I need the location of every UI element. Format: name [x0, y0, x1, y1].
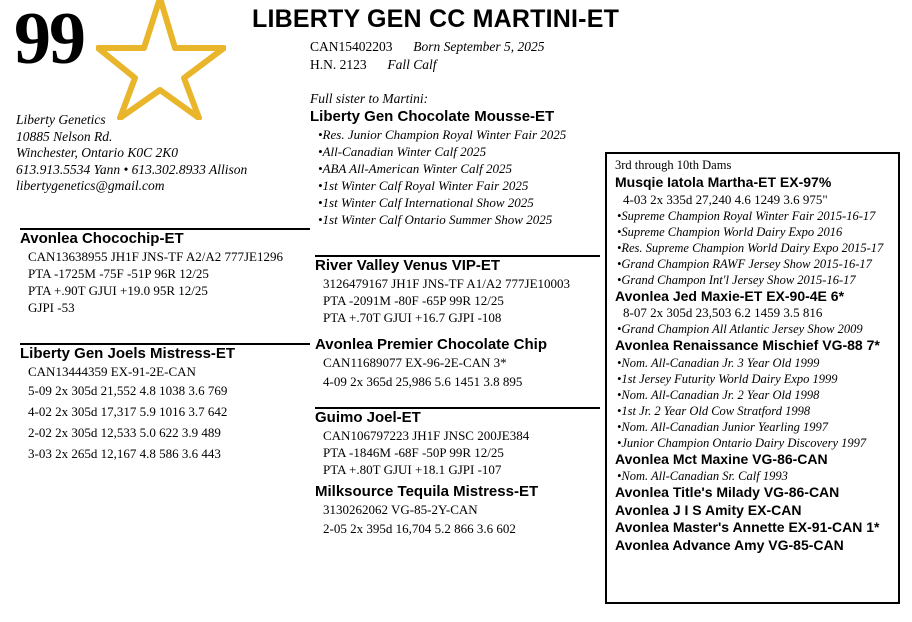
pedigree-block-sire-3 — [315, 407, 600, 478]
pedigree-line: PTA +.80T GJUI +18.1 GJPI -107 — [323, 462, 502, 477]
dam-achievement: •Res. Supreme Champion World Dairy Expo 2015-17 — [617, 240, 884, 255]
list-item: •ABA All-American Winter Calf 2025 — [318, 161, 512, 176]
dam-record: 4-03 2x 335d 27,240 4.6 1249 3.6 975" — [623, 191, 828, 207]
list-item: •Res. Junior Champion Royal Winter Fair 2025 — [318, 127, 567, 142]
consignor-address1: 10885 Nelson Rd. — [16, 128, 113, 144]
pedigree-line: CAN13444359 EX-91-2E-CAN — [28, 364, 196, 379]
pedigree-block-sire-1 — [20, 228, 310, 316]
list-item: •1st Winter Calf Ontario Summer Show 2025 — [318, 212, 553, 227]
full-sister-block — [310, 90, 566, 228]
animal-identity — [310, 38, 545, 74]
pedigree-line: 3-03 2x 265d 12,167 4.8 586 3.6 443 — [28, 446, 221, 461]
dam-name: Avonlea Mct Maxine VG-86-CAN — [615, 450, 828, 467]
list-item: •1st Winter Calf International Show 2025 — [318, 195, 534, 210]
dam-achievement: •Nom. All-Canadian Jr. 2 Year Old 1998 — [617, 387, 820, 402]
pedigree-block-dam-1 — [20, 343, 310, 464]
dam-entry — [615, 288, 892, 338]
animal-class: Fall Calf — [387, 57, 437, 72]
dam-achievement: •Nom. All-Canadian Jr. 3 Year Old 1999 — [617, 355, 820, 370]
pedigree-line: PTA +.70T GJUI +16.7 GJPI -108 — [323, 310, 502, 325]
dam-name: Avonlea Title's Milady VG-86-CAN — [615, 484, 840, 500]
pedigree-line: CAN106797223 JH1F JNSC 200JE384 — [323, 428, 530, 443]
animal-registration: CAN15402203 — [310, 39, 393, 54]
animal-birth: Born September 5, 2025 — [413, 39, 545, 54]
pedigree-line: CAN11689077 EX-96-2E-CAN 3* — [323, 355, 507, 370]
pedigree-line: PTA -1846M -68F -50P 99R 12/25 — [323, 445, 504, 460]
pedigree-line: CAN13638955 JH1F JNS-TF A2/A2 777JE1296 — [28, 249, 283, 264]
consignor-address2: Winchester, Ontario K0C 2K0 — [16, 145, 179, 160]
pedigree-name: River Valley Venus VIP-ET — [315, 257, 501, 274]
dam-achievement: •Grand Champion All Atlantic Jersey Show 2009 — [617, 322, 863, 336]
pedigree-line: 5-09 2x 305d 21,552 4.8 1038 3.6 769 — [28, 383, 228, 398]
pedigree-block-sire-2 — [315, 255, 600, 326]
pedigree-name: Milksource Tequila Mistress-ET — [315, 483, 539, 500]
full-sister-name: Liberty Gen Chocolate Mousse-ET — [310, 108, 555, 125]
dam-achievement: •1st Jersey Futurity World Dairy Expo 1999 — [617, 371, 838, 386]
dam-achievement: •1st Jr. 2 Year Old Cow Stratford 1998 — [617, 403, 811, 418]
dam-name: Musqie Iatola Martha-ET EX-97% — [615, 174, 832, 190]
animal-name: LIBERTY GEN CC MARTINI-ET — [252, 5, 620, 33]
dam-achievement: •Grand Champon Int'l Jersey Show 2015-16-17 — [617, 272, 856, 287]
dam-name: Avonlea J I S Amity EX-CAN — [615, 501, 802, 518]
dam-entry — [615, 174, 892, 288]
pedigree-line: 2-02 2x 305d 12,533 5.0 622 3.9 489 — [28, 425, 221, 440]
full-sister-achievements — [310, 126, 566, 228]
consignor-email[interactable]: libertygenetics@gmail.com — [16, 178, 165, 193]
pedigree-name: Avonlea Chocochip-ET — [20, 230, 184, 247]
dam-achievement: •Supreme Champion World Dairy Expo 2016 — [617, 224, 843, 239]
pedigree-block-dam-2 — [315, 336, 600, 393]
dam-achievement: •Supreme Champion Royal Winter Fair 2015-16-17 — [617, 208, 876, 223]
dam-name: Avonlea Jed Maxie-ET EX-90-4E 6* — [615, 287, 845, 304]
dam-entry — [615, 337, 892, 451]
pedigree-line: 3130262062 VG-85-2Y-CAN — [323, 502, 478, 517]
dam-name: Avonlea Master's Annette EX-91-CAN 1* — [615, 519, 880, 535]
pedigree-line: 2-05 2x 395d 16,704 5.2 866 3.6 602 — [323, 521, 516, 536]
dams-box — [605, 152, 900, 604]
full-sister-intro: Full sister to Martini: — [310, 91, 429, 106]
dam-name: Avonlea Renaissance Mischief VG-88 7* — [615, 337, 880, 353]
list-item: •1st Winter Calf Royal Winter Fair 2025 — [318, 178, 529, 193]
consignor-block — [16, 112, 266, 195]
pedigree-name: Avonlea Premier Chocolate Chip — [315, 336, 548, 353]
list-item: •All-Canadian Winter Calf 2025 — [318, 144, 487, 159]
pedigree-line: PTA -1725M -75F -51P 96R 12/25 — [28, 266, 209, 281]
pedigree-line: 4-02 2x 305d 17,317 5.9 1016 3.7 642 — [28, 404, 228, 419]
dams-box-header: 3rd through 10th Dams — [615, 158, 732, 172]
pedigree-line: 4-09 2x 365d 25,986 5.6 1451 3.8 895 — [323, 374, 523, 389]
dam-record: 8-07 2x 305d 23,503 6.2 1459 3.5 816 — [623, 305, 823, 320]
pedigree-line: 3126479167 JH1F JNS-TF A1/A2 777JE10003 — [323, 276, 571, 291]
dam-achievement: •Nom. All-Canadian Sr. Calf 1993 — [617, 469, 788, 483]
pedigree-name: Liberty Gen Joels Mistress-ET — [20, 345, 236, 362]
dam-achievement: •Grand Champion RAWF Jersey Show 2015-16-17 — [617, 256, 872, 271]
star-icon — [96, 0, 226, 120]
dam-entry — [615, 451, 892, 485]
animal-hn: H.N. 2123 — [310, 57, 367, 72]
consignor-phones: 613.913.5534 Yann • 613.302.8933 Allison — [16, 161, 248, 177]
pedigree-line: PTA -2091M -80F -65P 99R 12/25 — [323, 293, 504, 308]
dam-achievement: •Junior Champion Ontario Dairy Discovery 1997 — [617, 435, 867, 450]
pedigree-line: PTA +.90T GJUI +19.0 95R 12/25 — [28, 283, 208, 298]
pedigree-name: Guimo Joel-ET — [315, 409, 421, 426]
dam-achievement: •Nom. All-Canadian Junior Yearling 1997 — [617, 419, 828, 434]
lot-number: 99 — [14, 0, 84, 80]
pedigree-block-dam-3 — [315, 483, 600, 540]
dam-name: Avonlea Advance Amy VG-85-CAN — [615, 536, 844, 553]
consignor-name: Liberty Genetics — [16, 112, 106, 127]
pedigree-line: GJPI -53 — [28, 300, 75, 315]
